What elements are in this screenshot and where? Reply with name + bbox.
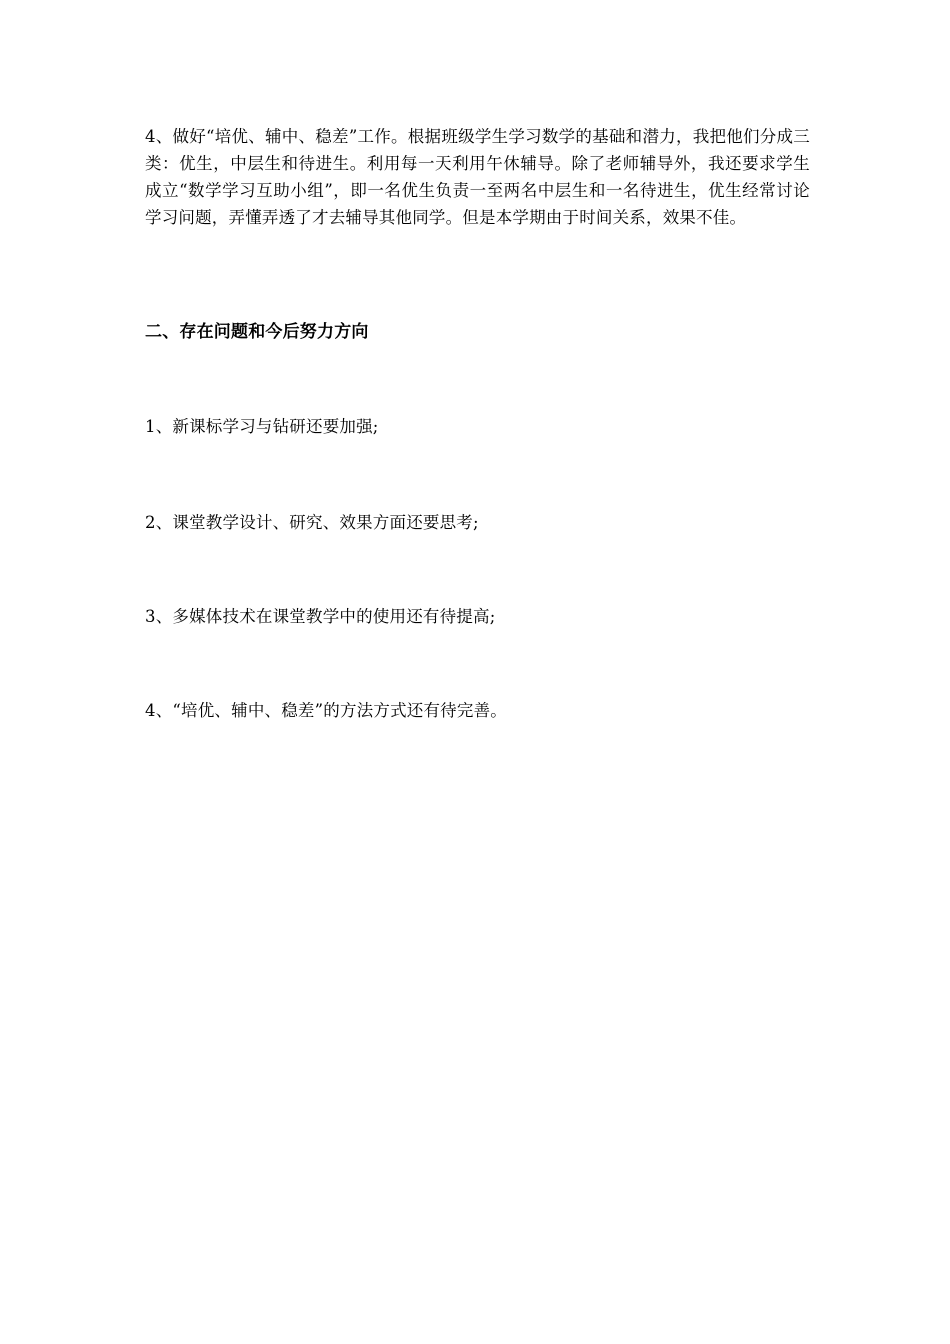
list-item: 2、课堂教学设计、研究、效果方面还要思考; (145, 513, 479, 532)
body-paragraph: 4、做好“培优、辅中、稳差”工作。根据班级学生学习数学的基础和潜力，我把他们分成三类：优生，中层生和待进生。利用每一天利用午休辅导。除了老师辅导外，我还要求学生成立“数学学习互助小组”，即一名优生负责一至两名中层生和一名待进生，优生经常讨论学习问题，弄懂弄透了才去辅导其他同学。但是本学期由于时间关系，效果不佳。 (145, 127, 810, 227)
section-heading: 二、存在问题和今后努力方向 (145, 322, 369, 342)
list-item: 1、新课标学习与钻研还要加强; (145, 417, 379, 436)
list-item: 4、“培优、辅中、稳差”的方法方式还有待完善。 (145, 701, 507, 720)
list-item: 3、多媒体技术在课堂教学中的使用还有待提高; (145, 607, 496, 626)
